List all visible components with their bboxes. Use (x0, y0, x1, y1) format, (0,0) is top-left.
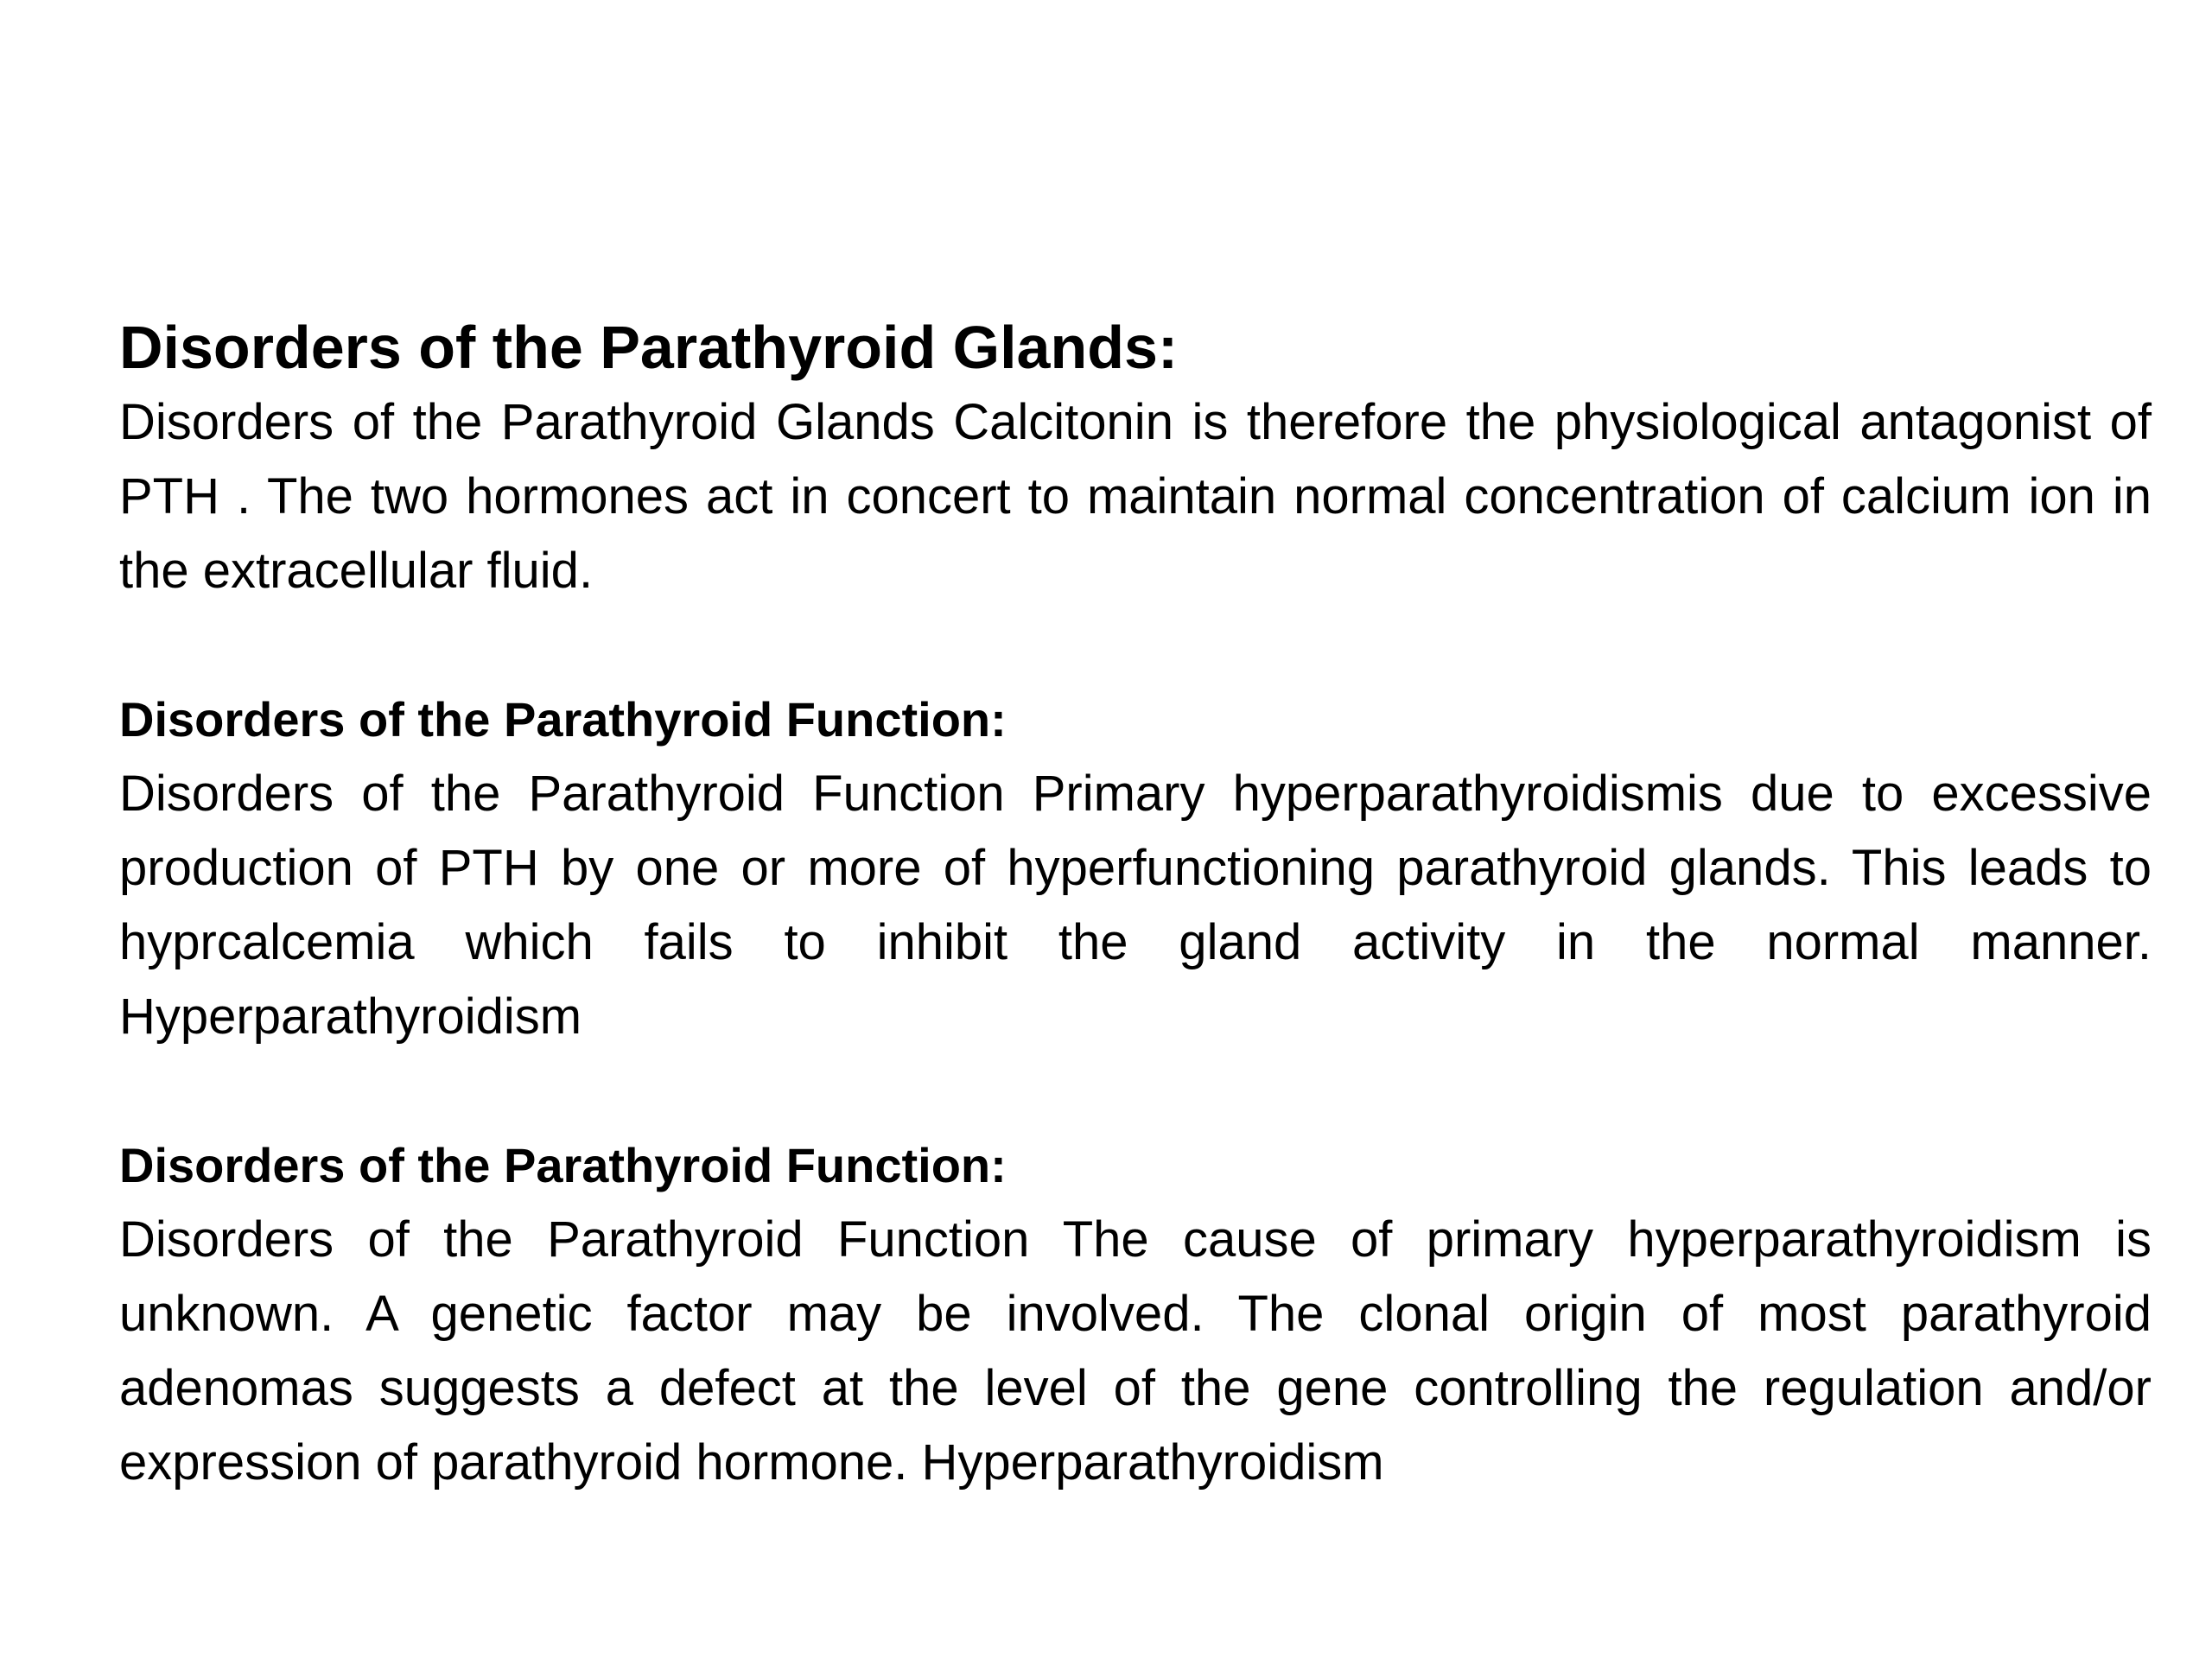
paragraph-calcitonin: Disorders of the Parathyroid Glands Calcitonin is therefore the physiological antagonist of PTH . The two hormones act in concert to maintain normal concentration of calcium ion in the extracellular fluid. (119, 394, 2152, 599)
section-heading-function-2: Disorders of the Parathyroid Function: (119, 1138, 1007, 1192)
paragraph-primary-hyperparathyroidism: Disorders of the Parathyroid Function Primary hyperparathyroidismis due to excessive production of PTH by one or more of hyperfunctioning parathyroid glands. This leads to hyprcalcemia which fails to inhibit the gland activity in the normal manner. Hyperparathyroidism (119, 766, 2152, 1045)
section-spacer (119, 608, 2152, 683)
slide-content (119, 309, 2152, 1500)
slide-title: Disorders of the Parathyroid Glands: (119, 314, 1179, 381)
paragraph-cause: Disorders of the Parathyroid Function The cause of primary hyperparathyroidism is unknown. A genetic factor may be involved. The clonal origin of most parathyroid adenomas suggests a defect at the level of the gene controlling the regulation and/or expression of parathyroid hormone. Hyperparathyroidism (119, 1211, 2152, 1491)
section-heading-function-1: Disorders of the Parathyroid Function: (119, 692, 1007, 747)
section-spacer (119, 1054, 2152, 1128)
